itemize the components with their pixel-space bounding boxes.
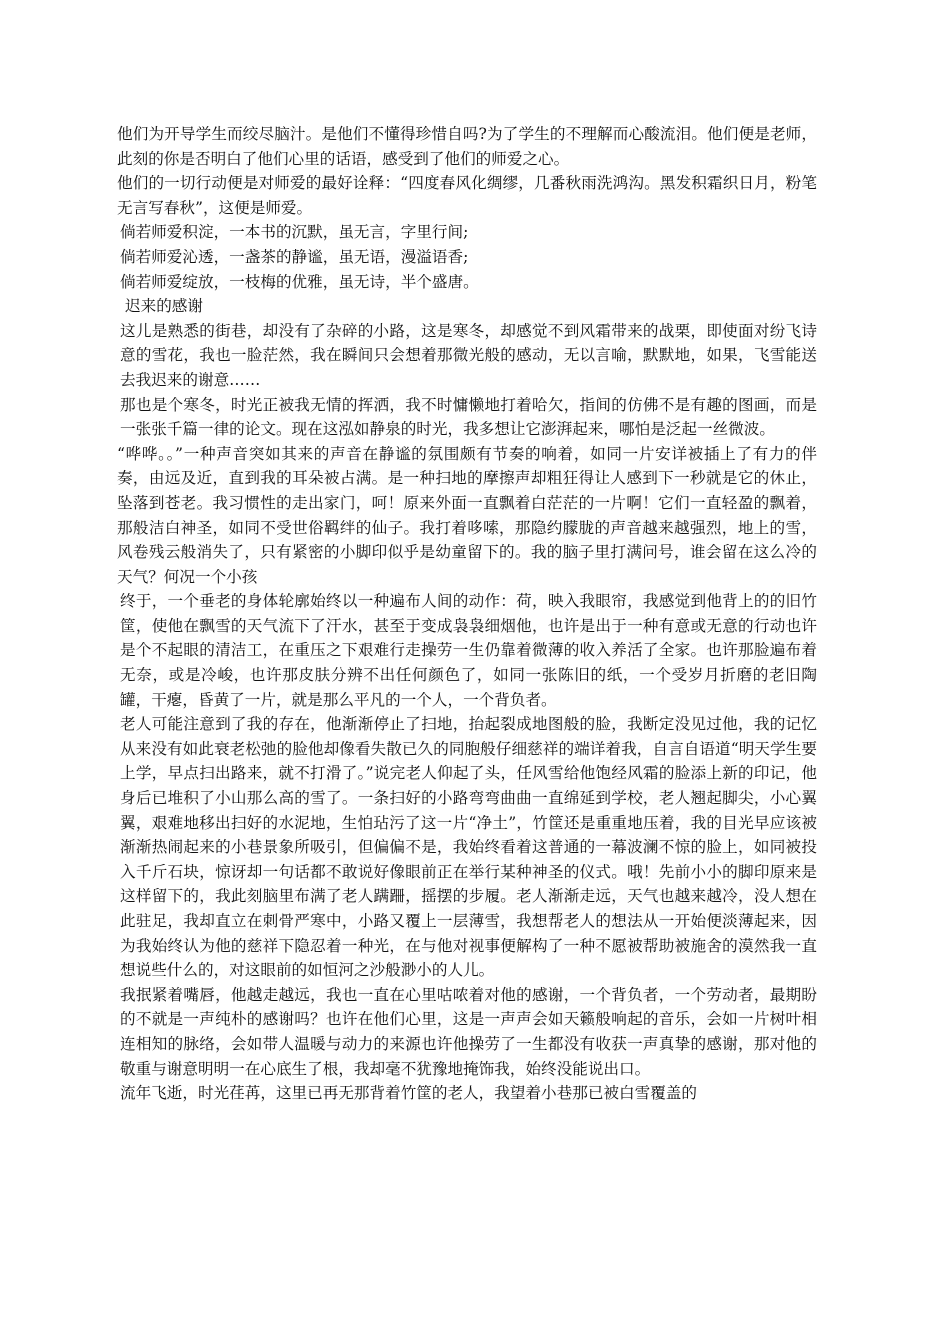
paragraph-poem-line-1: 倘若师爱积淀，一本书的沉默，虽无言，字里行间;	[120, 223, 469, 242]
paragraph-sweeping-sound: “哗哗。。”一种声音突如其来的声音在静谧的氛围颇有节奏的响着，如同一片安详被插上了有力的伴奏，由远及近，直到我的耳朵被占满。是一种扫地的摩擦声却粗狂得让人感到下一秒就是它的休止，坠落到苍老。我习惯性的走出家门，呵！原来外面一直飘着白茫茫的一片啊！它们一直轻盈的飘着，那般洁白神圣，如同不受世俗羁绊的仙子。我打着哆嗦，那隐约朦胧的声音越来越强烈，地上的雪，风卷残云般消失了，只有紧密的小脚印似乎是幼童留下的。我的脑子里打满问号，谁会留在这么冷的天气？何况一个小孩	[117, 444, 817, 586]
paragraph-winter-memory: 那也是个寒冬，时光正被我无情的挥洒，我不时慵懒地打着哈欠，指间的仿佛不是有趣的图画，而是一张张千篇一律的论文。现在这泓如静泉的时光，我多想让它澎湃起来，哪怕是泛起一丝微波。	[120, 395, 817, 439]
paragraph-old-man-appears: 终于，一个垂老的身体轮廓始终以一种遍布人间的动作：荷，映入我眼帘，我感觉到他背上的的旧竹筐，使他在飘雪的天气流下了汗水，甚至于变成袅袅细烟他，也许是出于一种有意或无意的行动也许是个不起眼的清洁工，在重压之下艰难行走操劳一生仍靠着微薄的收入养活了全家。也许那脸遍布着无奈，或是冷峻，也许那皮肤分辨不出任何颜色了，如同一张陈旧的纸，一个受岁月折磨的老旧陶罐，干瘪，昏黄了一片，就是那么平凡的一个人，一个背负者。	[120, 592, 817, 709]
paragraph-familiar-street: 这儿是熟悉的街巷，却没有了杂碎的小路，这是寒冬，却感觉不到风霜带来的战栗，即使面对纷飞诗意的雪花，我也一脸茫然，我在瞬间只会想着那微光般的感动，无以言喻，默默地，如果，飞雪能送去我迟来的谢意……	[120, 321, 817, 389]
paragraph-teacher-love-definition: 他们的一切行动便是对师爱的最好诠释：“四度春风化绸缪，几番秋雨洗鸿沟。黑发积霜织日月，粉笔无言写春秋”，这便是师爱。	[117, 174, 817, 217]
paragraph-unspoken-thanks: 我抿紧着嘴唇，他越走越远，我也一直在心里咕哝着对他的感谢，一个背负者，一个劳动者，最期盼的不就是一声纯朴的感谢吗？也许在他们心里，这是一声声会如天籁般响起的音乐，会如一片树叶相连相知的脉络，会如带人温暖与动力的来源也许他操劳了一生都没有收获一声真挚的感谢，那对他的敬重与谢意明明一在心底生了根，我却毫不犹豫地掩饰我，始终没能说出口。	[120, 985, 817, 1078]
document-page	[117, 122, 817, 1106]
paragraph-poem-line-2: 倘若师爱沁透，一盏茶的静谧，虽无语，漫溢语香;	[120, 247, 469, 266]
paragraph-time-passes: 流年飞逝，时光荏苒，这里已再无那背着竹筐的老人，我望着小巷那已被白雪覆盖的	[120, 1084, 697, 1103]
paragraph-teachers-effort: 他们为开导学生而绞尽脑汁。是他们不懂得珍惜自吗?为了学生的不理解而心酸流泪。他们便是老师，此刻的你是否明白了他们心里的话语，感受到了他们的师爱之心。	[117, 125, 817, 168]
paragraph-poem-line-3: 倘若师爱绽放，一枝梅的优雅，虽无诗，半个盛唐。	[120, 272, 479, 291]
essay-title: 迟来的感谢	[125, 297, 203, 316]
paragraph-old-man-speaks: 老人可能注意到了我的存在，他渐渐停止了扫地，抬起裂成地图般的脸，我断定没见过他，我的记忆从来没有如此衰老松弛的脸他却像看失散已久的同胞般仔细慈祥的端详着我，自言自语道“明天学生要上学，早点扫出路来，就不打滑了。”说完老人仰起了头，任风雪给他饱经风霜的脸添上新的印记，他身后已堆积了小山那么高的雪了。一条扫好的小路弯弯曲曲一直绵延到学校，老人翘起脚尖，小心翼翼，艰难地移出扫好的水泥地，生怕玷污了这一片“净土”，竹筐还是重重地压着，我的目光早应该被渐渐热闹起来的小巷景象所吸引，但偏偏不是，我始终看着这普通的一幕波澜不惊的脸上，如同被投入千斤石块，惊讶却一句话都不敢说好像眼前正在举行某种神圣的仪式。哦！先前小小的脚印原来是这样留下的，我此刻脑里布满了老人蹒跚，摇摆的步履。老人渐渐走远，天气也越来越冷，没人想在此驻足，我却直立在刺骨严寒中，小路又覆上一层薄雪，我想帮老人的想法从一开始便淡薄起来，因为我始终认为他的慈祥下隐忍着一种光，在与他对视事便解构了一种不愿被帮助被施舍的漠然我一直想说些什么的，对这眼前的如恒河之沙般渺小的人儿。	[120, 715, 817, 980]
